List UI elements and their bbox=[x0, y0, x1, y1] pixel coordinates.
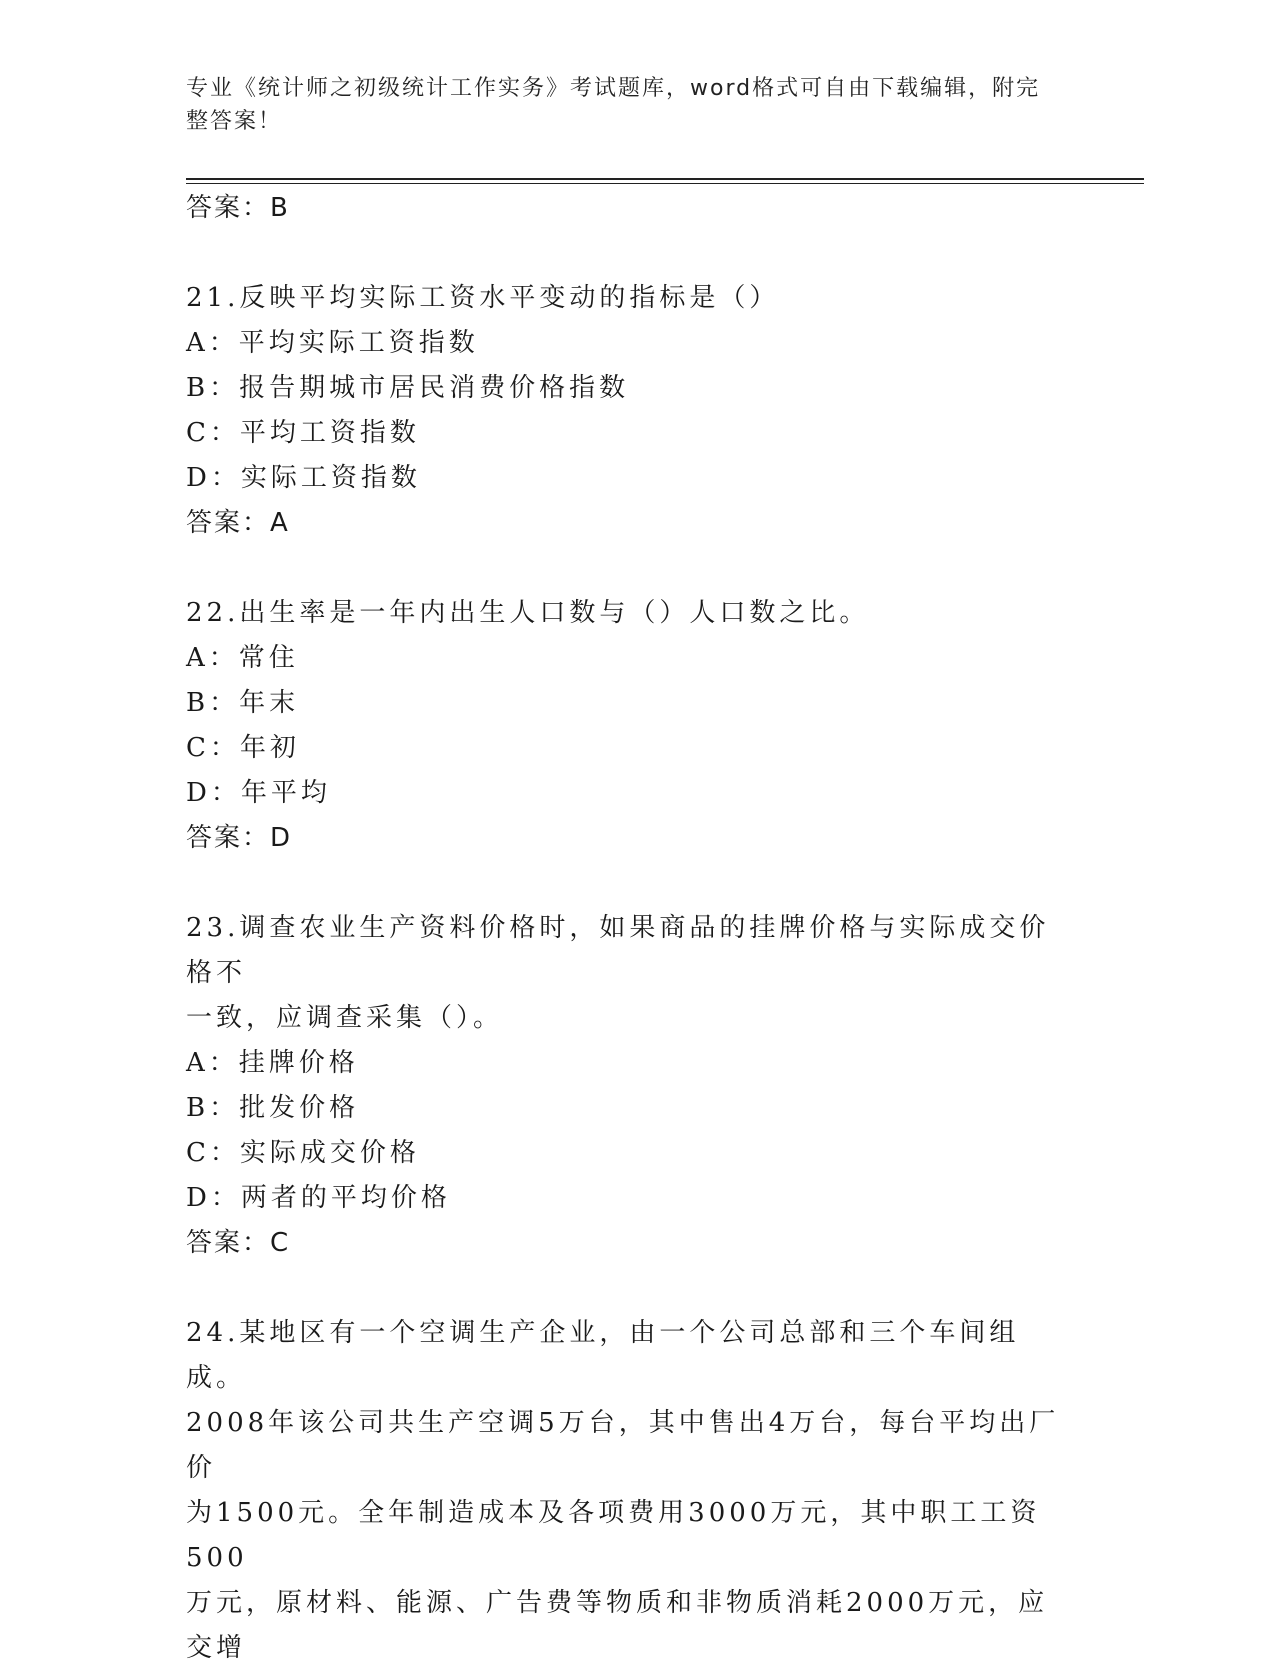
option-a: A：挂牌价格 bbox=[186, 1048, 359, 1078]
option-b: B：报告期城市居民消费价格指数 bbox=[186, 373, 630, 403]
document-body bbox=[186, 186, 1066, 1671]
header-rule-thin bbox=[186, 183, 1144, 184]
question-stem-continued: 2008年该公司共生产空调5万台，其中售出4万台，每台平均出厂价 bbox=[186, 1408, 1060, 1483]
header-line-1: 专业《统计师之初级统计工作实务》考试题库，word格式可自由下载编辑，附完 bbox=[186, 76, 1041, 101]
option-a: A：平均实际工资指数 bbox=[186, 328, 479, 358]
spacer bbox=[186, 861, 1066, 906]
spacer bbox=[186, 1266, 1066, 1311]
option-a: A：常住 bbox=[186, 643, 299, 673]
question-block bbox=[186, 906, 1066, 1266]
question-stem: 21.反映平均实际工资水平变动的指标是（） bbox=[186, 283, 780, 313]
document-header bbox=[186, 72, 1066, 138]
option-d: D：年平均 bbox=[186, 778, 331, 808]
option-c: C：年初 bbox=[186, 733, 300, 763]
option-c: C：实际成交价格 bbox=[186, 1138, 420, 1168]
question-block bbox=[186, 591, 1066, 861]
option-c: C：平均工资指数 bbox=[186, 418, 420, 448]
question-stem-continued: 万元，原材料、能源、广告费等物质和非物质消耗2000万元，应交增 bbox=[186, 1588, 1049, 1663]
header-rule-thick bbox=[186, 178, 1144, 180]
option-b: B：年末 bbox=[186, 688, 300, 718]
spacer bbox=[186, 546, 1066, 591]
previous-answer: 答案：B bbox=[186, 193, 290, 223]
spacer bbox=[186, 231, 1066, 276]
question-answer: 答案：D bbox=[186, 823, 293, 853]
question-block bbox=[186, 276, 1066, 546]
option-b: B：批发价格 bbox=[186, 1093, 360, 1123]
question-stem: 24.某地区有一个空调生产企业，由一个公司总部和三个车间组成。 bbox=[186, 1318, 1020, 1393]
question-stem: 22.出生率是一年内出生人口数与（）人口数之比。 bbox=[186, 598, 870, 628]
question-block bbox=[186, 1311, 1066, 1671]
question-answer: 答案：A bbox=[186, 508, 290, 538]
question-stem: 23.调查农业生产资料价格时，如果商品的挂牌价格与实际成交价格不 bbox=[186, 913, 1050, 988]
option-d: D：实际工资指数 bbox=[186, 463, 421, 493]
question-answer: 答案：C bbox=[186, 1228, 291, 1258]
option-d: D：两者的平均价格 bbox=[186, 1183, 451, 1213]
header-line-2: 整答案！ bbox=[186, 109, 283, 134]
question-stem-continued: 一致，应调查采集（）。 bbox=[186, 1003, 504, 1033]
question-stem-continued: 为1500元。全年制造成本及各项费用3000万元，其中职工工资500 bbox=[186, 1498, 1041, 1573]
